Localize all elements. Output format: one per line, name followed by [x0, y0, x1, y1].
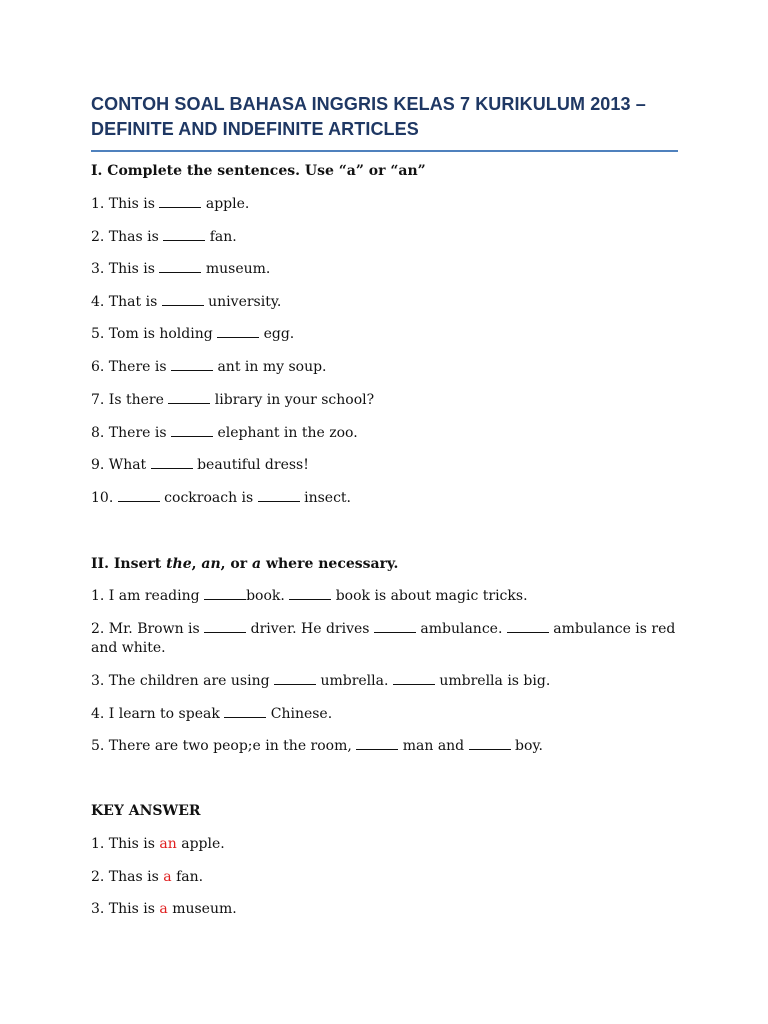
section-1-item: 8. There is elephant in the zoo. — [91, 425, 358, 441]
answer-word: an — [159, 836, 177, 852]
answer-word: a — [163, 869, 172, 885]
section-2-item: 4. I learn to speak Chinese. — [91, 706, 333, 722]
section-2-item: 2. Mr. Brown is driver. He drives ambulance. ambulance is red — [91, 621, 676, 637]
section-1-item: 2. Thas is fan. — [91, 229, 237, 245]
answer-item: 1. This is an apple. — [91, 836, 225, 852]
answer-word: a — [159, 901, 168, 917]
title-divider — [91, 150, 678, 152]
section-2-heading: II. Insert the, an, or a where necessary. — [91, 556, 399, 572]
answer-item: 3. This is a museum. — [91, 901, 237, 917]
section-1-item: 3. This is museum. — [91, 261, 271, 277]
section-1-heading: I. Complete the sentences. Use “a” or “an” — [91, 163, 426, 179]
section-2-item: 3. The children are using umbrella. umbrella is big. — [91, 673, 551, 689]
key-answer-heading: KEY ANSWER — [91, 803, 201, 819]
document-title — [91, 92, 681, 142]
section-1-item: 7. Is there library in your school? — [91, 392, 375, 408]
section-1-item: 10. cockroach is insect. — [91, 490, 351, 506]
title-line-2: DEFINITE AND INDEFINITE ARTICLES — [91, 119, 419, 139]
section-2-item: 1. I am reading book. book is about magic tricks. — [91, 588, 528, 604]
title-line-1: CONTOH SOAL BAHASA INGGRIS KELAS 7 KURIKULUM 2013 – — [91, 94, 646, 114]
section-1-item: 6. There is ant in my soup. — [91, 359, 327, 375]
section-2-item-continued: and white. — [91, 640, 166, 656]
section-2-item: 5. There are two peop;e in the room, man and boy. — [91, 738, 543, 754]
section-1-item: 4. That is university. — [91, 294, 282, 310]
section-1-item: 1. This is apple. — [91, 196, 250, 212]
section-1-item: 5. Tom is holding egg. — [91, 326, 295, 342]
document-page — [91, 92, 681, 917]
section-1-item: 9. What beautiful dress! — [91, 457, 309, 473]
answer-item: 2. Thas is a fan. — [91, 869, 204, 885]
